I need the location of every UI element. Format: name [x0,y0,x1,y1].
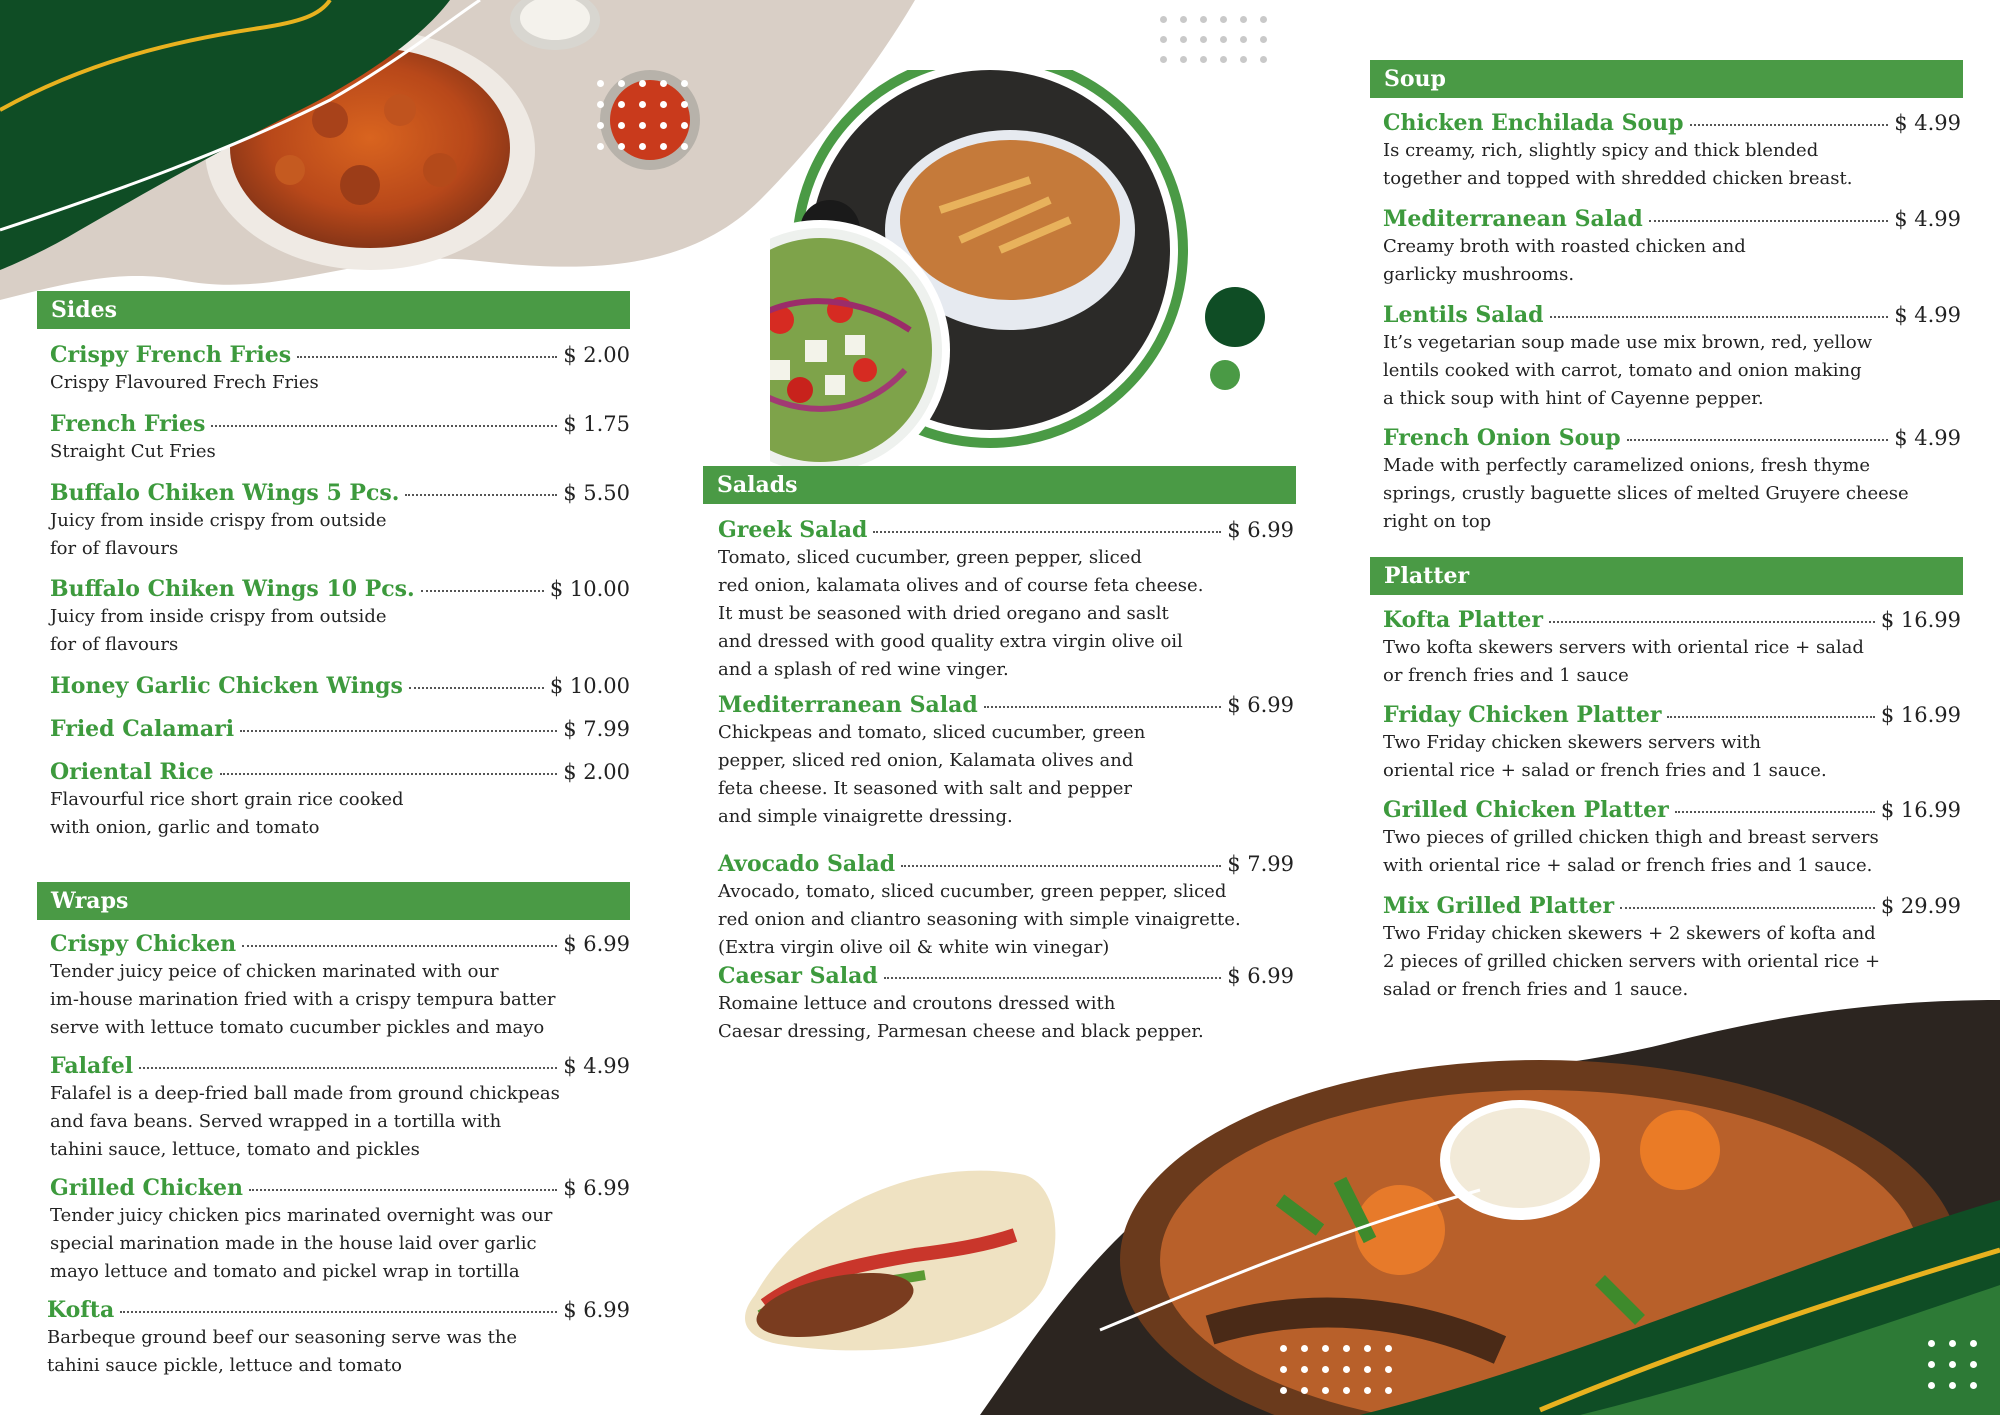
menu-item-name: Kofta [47,1297,115,1323]
grey-dot-pattern [1160,16,1280,76]
menu-item-row [1383,893,1961,919]
menu-item-price: $ 4.99 [1894,207,1961,231]
menu-item-name: Grilled Chicken [50,1175,243,1201]
dotted-leader [409,687,544,689]
menu-item-row [50,576,630,602]
dotted-leader [211,425,557,427]
menu-item [50,931,630,1041]
menu-item-description: red onion, kalamata olives and of course feta cheese. [718,575,1204,596]
menu-item [50,576,630,658]
menu-item-price: $ 2.00 [563,343,630,367]
menu-item-row [50,411,630,437]
white-dot-pattern-bottom-right [1928,1340,1991,1403]
menu-item-price: $ 29.99 [1880,894,1961,918]
menu-item-description: garlicky mushrooms. [1383,264,1575,285]
menu-item-name: Avocado Salad [718,851,896,877]
menu-item-row [1383,110,1961,136]
menu-item [718,517,1294,683]
dotted-leader [1690,124,1889,126]
dotted-leader [1649,220,1888,222]
menu-item-description: and simple vinaigrette dressing. [718,806,1013,827]
menu-item-price: $ 5.50 [563,481,630,505]
menu-item [50,342,630,396]
menu-item-description: Juicy from inside crispy from outside [50,606,387,627]
menu-item-description: Avocado, tomato, sliced cucumber, green pepper, sliced [718,881,1227,902]
menu-item [718,963,1294,1045]
dotted-leader [421,590,544,592]
dotted-leader [1667,716,1874,718]
menu-item-name: Mix Grilled Platter [1383,893,1615,919]
menu-item-description: a thick soup with hint of Cayenne pepper. [1383,388,1764,409]
menu-item-row [718,963,1294,989]
dotted-leader [120,1311,557,1313]
menu-item-row [718,692,1294,718]
menu-item-description: tahini sauce pickle, lettuce and tomato [47,1355,402,1376]
dotted-leader [1627,439,1889,441]
menu-item-description: right on top [1383,511,1492,532]
center-photos [770,70,1270,490]
menu-item-price: $ 16.99 [1880,608,1961,632]
dotted-leader [297,356,557,358]
menu-item-row [50,759,630,785]
menu-item-description: oriental rice + salad or french fries and 1 sauce. [1383,760,1827,781]
menu-item-description: Crispy Flavoured Frech Fries [50,372,319,393]
menu-item-row [1383,797,1961,823]
menu-item-description: serve with lettuce tomato cucumber pickles and mayo [50,1017,545,1038]
menu-item-price: $ 10.00 [549,577,630,601]
menu-item-description: It’s vegetarian soup made use mix brown, red, yellow [1383,332,1873,353]
menu-item-description: special marination made in the house laid over garlic [50,1233,537,1254]
menu-item [50,411,630,465]
menu-item-row [1383,607,1961,633]
small-green-dot [1210,360,1240,390]
menu-item-row [50,1175,630,1201]
menu-item-description: feta cheese. It seasoned with salt and pepper [718,778,1132,799]
menu-item-description: and a splash of red wine vinger. [718,659,1009,680]
menu-item-price: $ 6.99 [563,932,630,956]
menu-item-name: Crispy French Fries [50,342,292,368]
menu-item-row [50,931,630,957]
menu-item-description: Barbeque ground beef our seasoning serve was the [47,1327,518,1348]
menu-item-name: Honey Garlic Chicken Wings [50,673,403,699]
dotted-leader [220,773,558,775]
menu-item [50,673,630,699]
dotted-leader [901,865,1221,867]
menu-item-name: Oriental Rice [50,759,214,785]
menu-item-price: $ 4.99 [1894,303,1961,327]
menu-item-description: or french fries and 1 sauce [1383,665,1629,686]
wraps-header: Wraps [37,882,630,920]
menu-item-name: Kofta Platter [1383,607,1543,633]
menu-item-description: pepper, sliced red onion, Kalamata olives and [718,750,1134,771]
menu-item-name: Lentils Salad [1383,302,1544,328]
menu-item [50,759,630,841]
dotted-leader [884,977,1221,979]
menu-item-description: Two kofta skewers servers with oriental rice + salad [1383,637,1864,658]
menu-item [1383,110,1961,192]
dotted-leader [240,730,557,732]
menu-item-description: Tender juicy peice of chicken marinated with our [50,961,499,982]
menu-item-row [50,480,630,506]
menu-item-description: (Extra virgin olive oil & white win vinegar) [718,937,1110,958]
menu-item-name: Crispy Chicken [50,931,237,957]
menu-item-description: with oriental rice + salad or french fries and 1 sauce. [1383,855,1873,876]
menu-item-description: Tomato, sliced cucumber, green pepper, sliced [718,547,1142,568]
menu-item-description: Tender juicy chicken pics marinated overnight was our [50,1205,553,1226]
menu-item-name: Falafel [50,1053,134,1079]
menu-item-description: Falafel is a deep-fried ball made from ground chickpeas [50,1083,560,1104]
menu-item-description: Creamy broth with roasted chicken and [1383,236,1746,257]
dotted-leader [139,1067,557,1069]
menu-item-row [50,716,630,742]
menu-item-description: Flavourful rice short grain rice cooked [50,789,404,810]
menu-item-price: $ 6.99 [1227,518,1294,542]
menu-item-row [1383,702,1961,728]
menu-item-name: Buffalo Chiken Wings 5 Pcs. [50,480,400,506]
menu-item-row [1383,302,1961,328]
menu-item [1383,702,1961,784]
menu-item-price: $ 6.99 [1227,964,1294,988]
menu-item-name: Mediterranean Salad [718,692,978,718]
menu-item-description: with onion, garlic and tomato [50,817,320,838]
platter-header: Platter [1370,557,1963,595]
menu-item [50,1175,630,1285]
menu-item-row [1383,206,1961,232]
menu-item-description: 2 pieces of grilled chicken servers with oriental rice + [1383,951,1881,972]
menu-item-description: Romaine lettuce and croutons dressed with [718,993,1116,1014]
menu-item-description: im-house marination fried with a crispy tempura batter [50,989,556,1010]
menu-item-name: French Onion Soup [1383,425,1621,451]
bottom-right-decoration [980,1000,2000,1415]
menu-item-description: red onion and cliantro seasoning with simple vinaigrette. [718,909,1241,930]
menu-item-row [1383,425,1961,451]
menu-item-description: Juicy from inside crispy from outside [50,510,387,531]
dotted-leader [1550,316,1889,318]
menu-item-name: Mediterranean Salad [1383,206,1643,232]
menu-item [50,480,630,562]
white-dot-pattern-top [597,80,702,164]
menu-item-description: Is creamy, rich, slightly spicy and thick blended [1383,140,1819,161]
dotted-leader [242,945,557,947]
menu-item-price: $ 6.99 [563,1176,630,1200]
menu-item-description: and dressed with good quality extra virgin olive oil [718,631,1183,652]
dotted-leader [249,1189,557,1191]
menu-item-row [50,673,630,699]
dotted-leader [1620,907,1875,909]
menu-item-row [47,1297,630,1323]
menu-item [47,1297,630,1379]
menu-item-price: $ 7.99 [563,717,630,741]
menu-item-name: Buffalo Chiken Wings 10 Pcs. [50,576,415,602]
menu-item [1383,893,1961,1003]
menu-item-price: $ 16.99 [1880,703,1961,727]
menu-item-price: $ 6.99 [1227,693,1294,717]
dotted-leader [873,531,1221,533]
menu-item-description: Two pieces of grilled chicken thigh and breast servers [1383,827,1879,848]
menu-item-description: Chickpeas and tomato, sliced cucumber, green [718,722,1146,743]
menu-item-description: Two Friday chicken skewers servers with [1383,732,1761,753]
menu-item-description: It must be seasoned with dried oregano and saslt [718,603,1169,624]
menu-item [718,692,1294,830]
menu-item-price: $ 4.99 [563,1054,630,1078]
menu-item-description: together and topped with shredded chicken breast. [1383,168,1853,189]
sides-header: Sides [37,291,630,329]
menu-item-description: springs, crustly baguette slices of melted Gruyere cheese [1383,483,1909,504]
menu-item-row [718,851,1294,877]
dark-green-dot [1205,287,1265,347]
menu-item-description: Straight Cut Fries [50,441,216,462]
menu-item [1383,607,1961,689]
menu-item-price: $ 6.99 [563,1298,630,1322]
menu-item-description: salad or french fries and 1 sauce. [1383,979,1689,1000]
menu-item-name: Greek Salad [718,517,868,543]
menu-item-description: Made with perfectly caramelized onions, fresh thyme [1383,455,1871,476]
menu-item-price: $ 4.99 [1894,111,1961,135]
menu-item-price: $ 16.99 [1880,798,1961,822]
menu-item-description: lentils cooked with carrot, tomato and onion making [1383,360,1862,381]
menu-item-description: and fava beans. Served wrapped in a tortilla with [50,1111,502,1132]
dotted-leader [1675,811,1875,813]
menu-item [50,1053,630,1163]
menu-item-row [50,342,630,368]
menu-item-name: Friday Chicken Platter [1383,702,1662,728]
dotted-leader [1549,621,1875,623]
menu-item-description: Two Friday chicken skewers + 2 skewers of kofta and [1383,923,1876,944]
white-dot-pattern-bottom-left [1280,1345,1406,1408]
menu-item-row [50,1053,630,1079]
menu-item-price: $ 1.75 [563,412,630,436]
dotted-leader [405,494,557,496]
menu-item-price: $ 2.00 [563,760,630,784]
salads-header: Salads [703,466,1296,504]
menu-item-price: $ 7.99 [1227,852,1294,876]
soup-header: Soup [1370,60,1963,98]
menu-item-name: Grilled Chicken Platter [1383,797,1669,823]
menu-item-row [718,517,1294,543]
menu-item [718,851,1294,961]
menu-item [1383,206,1961,288]
menu-item-name: Fried Calamari [50,716,235,742]
menu-item-description: tahini sauce, lettuce, tomato and pickles [50,1139,420,1160]
menu-item [1383,425,1961,535]
menu-item-description: mayo lettuce and tomato and pickel wrap in tortilla [50,1261,520,1282]
menu-item-description: Caesar dressing, Parmesan cheese and black pepper. [718,1021,1204,1042]
menu-item-description: for of flavours [50,538,179,559]
menu-item [50,716,630,742]
menu-item-name: Chicken Enchilada Soup [1383,110,1684,136]
menu-item-name: Caesar Salad [718,963,878,989]
menu-item-price: $ 4.99 [1894,426,1961,450]
dotted-leader [984,706,1221,708]
menu-item-description: for of flavours [50,634,179,655]
menu-item [1383,797,1961,879]
menu-item-name: French Fries [50,411,206,437]
menu-item-price: $ 10.00 [549,674,630,698]
menu-item [1383,302,1961,412]
